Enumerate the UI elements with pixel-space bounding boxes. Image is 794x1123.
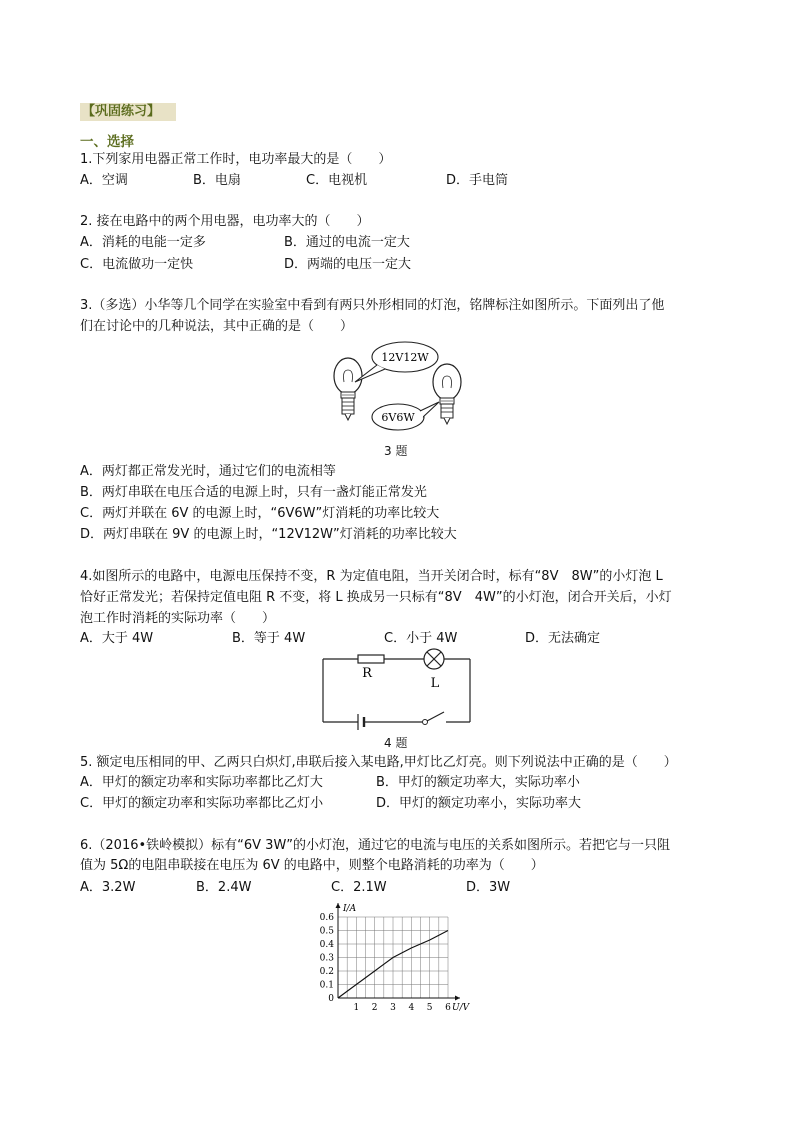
q3-option-d: D．两灯串联在 9V 的电源上时，“12V12W”灯消耗的功率比较大 [80,527,457,542]
q5-option-d: D．甲灯的额定功率小，实际功率大 [376,796,582,811]
q3-option-b: B．两灯串联在电压合适的电源上时，只有一盏灯能正常发光 [80,485,427,500]
q5-option-a: A．甲灯的额定功率和实际功率都比乙灯大 [80,775,323,790]
q3-figure-caption: 3 题 [384,444,408,458]
q4-circuit-diagram [318,646,478,738]
q6-option-d: D．3W [466,880,511,895]
lamp-label: L [430,676,440,691]
y-axis-label: I/A [343,904,357,914]
bulb-label-6v6w: 6V6W [381,411,415,424]
q2-option-a: A．消耗的电能一定多 [80,235,206,250]
q4-stem-line-1: 4.如图所示的电路中，电源电压保持不变，R 为定值电阻，当开关闭合时，标有“8V 8W”的小灯泡 L [80,569,663,584]
y-tick-label: 0.3 [319,953,334,964]
q2-option-d: D．两端的电压一定大 [284,257,412,272]
x-tick-label: 5 [426,1003,433,1013]
y-tick-label: 0.5 [319,926,334,937]
x-tick-label: 6 [445,1003,451,1013]
q6-option-c: C．2.1W [331,880,387,895]
q6-option-a: A．3.2W [80,880,136,895]
q5-option-c: C．甲灯的额定功率和实际功率都比乙灯小 [80,796,324,811]
q4-option-a: A．大于 4W [80,631,154,646]
exercise-header: 【巩固练习】 [80,103,176,121]
x-axis-arrow [455,996,460,1001]
y-tick-label: 0.4 [319,940,334,950]
y-tick-label: 0.6 [319,913,334,923]
resistor-symbol [358,655,384,663]
x-axis-label: U/V [452,1003,470,1013]
q6-iv-chart [308,902,490,1018]
q3-option-c: C．两灯并联在 6V 的电源上时，“6V6W”灯消耗的功率比较大 [80,506,440,521]
q1-stem: 1.下列家用电器正常工作时，电功率最大的是（ ） [80,152,392,167]
resistor-label: R [362,666,372,681]
q1-option-a: A．空调 [80,173,128,188]
q3-stem-line-1: 3.（多选）小华等几个同学在实验室中看到有两只外形相同的灯泡，铭牌标注如图所示。下面列出了他 [80,298,665,313]
x-tick-label: 2 [371,1003,378,1013]
q4-stem-line-2: 恰好正常发光；若保持定值电阻 R 不变，将 L 换成另一只标有“8V 4W”的小灯泡，闭合开关后，小灯 [80,590,672,605]
y-tick-label: 0.1 [319,980,334,991]
x-tick-label: 4 [408,1003,415,1013]
q3-bulb-figure [325,338,475,438]
q6-stem-line-1: 6.（2016•铁岭模拟）标有“6V 3W”的小灯泡，通过它的电流与电压的关系如图所示。若把它与一只阻 [80,838,671,853]
y-axis-arrow [336,903,341,908]
q4-option-d: D．无法确定 [525,631,601,646]
q2-stem: 2. 接在电路中的两个用电器，电功率大的（ ） [80,214,370,229]
q4-option-c: C．小于 4W [384,631,458,646]
q6-stem-line-2: 值为 5Ω的电阻串联接在电压为 6V 的电路中，则整个电路消耗的功率为（ ） [80,858,544,873]
right-bulb-icon [433,364,461,424]
q3-option-a: A．两灯都正常发光时，通过它们的电流相等 [80,464,336,479]
q4-figure-caption: 4 题 [384,736,408,750]
bulb-label-12v12w: 12V12W [381,351,429,364]
q5-option-b: B．甲灯的额定功率大，实际功率小 [376,775,580,790]
q1-option-b: B．电扇 [193,173,241,188]
y-tick-label: 0.2 [319,967,334,977]
q1-option-d: D．手电筒 [446,173,509,188]
x-tick-label: 1 [353,1003,360,1013]
q2-option-c: C．电流做功一定快 [80,257,194,272]
origin-label: 0 [328,994,334,1004]
q3-stem-line-2: 们在讨论中的几种说法，其中正确的是（ ） [80,319,354,334]
q6-option-b: B．2.4W [196,880,252,895]
left-bulb-icon [334,358,362,420]
q4-option-b: B．等于 4W [232,631,306,646]
q5-stem: 5. 额定电压相同的甲、乙两只白炽灯,串联后接入某电路,甲灯比乙灯亮。则下列说法中正确的是（ ） [80,755,677,770]
x-tick-label: 3 [390,1003,396,1013]
q1-option-c: C．电视机 [306,173,368,188]
q2-option-b: B．通过的电流一定大 [284,235,410,250]
switch-symbol [423,720,428,725]
section-title: 一、选择 [80,134,134,150]
q4-stem-line-3: 泡工作时消耗的实际功率（ ） [80,611,276,626]
